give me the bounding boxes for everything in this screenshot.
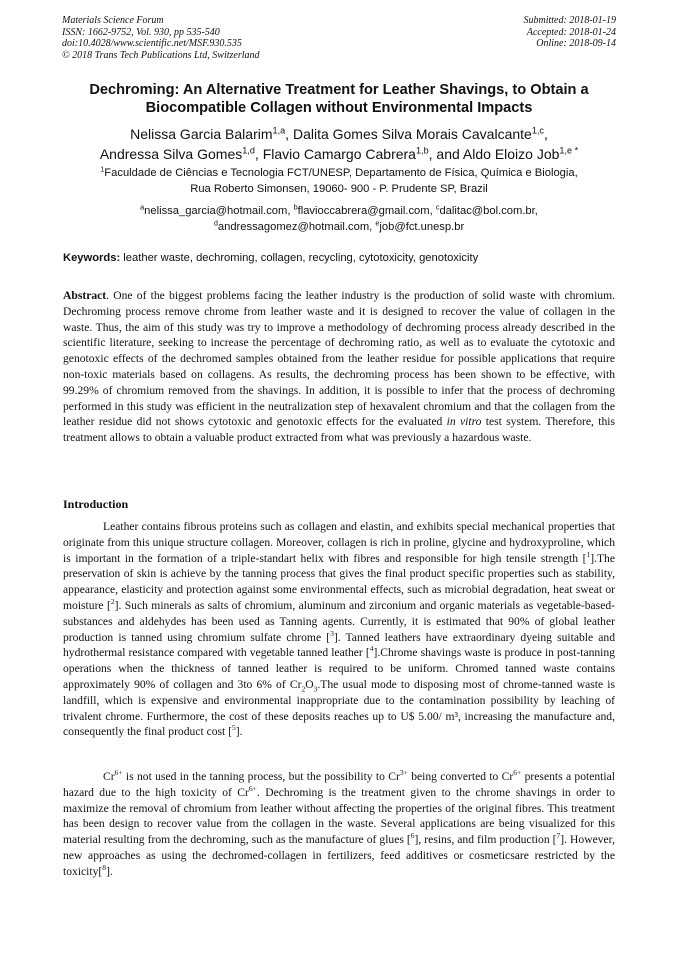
copyright-line: © 2018 Trans Tech Publications Ltd, Switzerland [62,49,260,61]
abstract-italic: in vitro [446,415,482,429]
para-text: O [305,677,314,691]
para-text: ]. Such minerals as salts of chromium, aluminum and zirconium and organic materials as vegetable-based-substances and aldehydes has been used as Tanning agents. Currently, it is estimated that 90% of global leather production is tanned using chromium sulfate chrome [ [63,598,615,644]
author-sep: , [543,126,548,142]
author-name: Nelissa Garcia Balarim [130,126,273,142]
abstract-text: . One of the biggest problems facing the leather industry is the production of solid waste with chromium. Dechroming process remove chrome from leather waste and it is designed to recover the value of collagen in the waste. Thus, the aim of this study was try to improve a methodology of dechroming process already described in the scientific literature, seeking to increase the percentage of dechroming ratio, as well as to evaluate the cytotoxic and genotoxic effects of the dechromed samples obtained from the leather residue for possible applications that require non-toxic materials based on collagens. As results, the dechroming process has been shown to be effective, with 99.29% of chromium removed from the shavings. In addition, it is possible to infer that the process of dechroming performed in this study was efficient in the neutralization step of hexavalent chromium and that the collagen from the leather residue did not shows cytotoxic and genotoxic effects for the evaluated [63,289,615,429]
submitted-date: Submitted: 2018-01-19 [523,15,616,26]
affiliation [40,165,638,197]
author-name: Flavio Camargo Cabrera [262,146,416,162]
para-text: being converted to Cr [407,770,514,783]
author-affil-sup: 1,e * [559,145,579,156]
email-sep: , [429,205,436,217]
subscript: 3 [313,684,318,694]
journal-header [62,15,260,61]
keywords-label: Keywords: [63,252,121,264]
affiliation-text: Faculdade de Ciências e Tecnologia FCT/UNESP, Departamento de Física, Química e Biologia, [104,167,578,179]
citation-ref[interactable]: 3 [330,628,334,638]
para-text: Leather contains fibrous proteins such as collagen and elastin, and exhibits special mechanical properties that originate from this unique structure collagen. Moreover, collagen is rich in proline, glycine and hydroxyproline, which is important in the formation of a triple-standart helix with fibres and responsible for high tensile strength [ [63,520,615,565]
intro-paragraph-2 [63,769,615,880]
doi-line[interactable]: doi:10.4028/www.scientific.net/MSF.930.535 [62,38,242,49]
email-link[interactable]: flavioccabrera@gmail.com [297,205,430,217]
author-list [40,124,638,164]
para-text: ]. [106,864,113,878]
title-line-1: Dechroming: An Alternative Treatment for Leather Shavings, to Obtain a [89,82,589,98]
para-text: ], resins, and film production [ [414,833,557,847]
email-link[interactable]: nelissa_garcia@hotmail.com [144,205,288,217]
affiliation-line-2: Rua Roberto Simonsen, 19060- 900 - P. Prudente SP, Brazil [190,183,488,195]
email-sep: , [369,221,376,233]
para-text: is not used in the tanning process, but the possibility to Cr [122,770,400,783]
dates-header [524,15,617,50]
citation-ref[interactable]: 7 [556,831,561,841]
author-sep: , [254,146,263,162]
email-sup: a [140,202,145,212]
author-line-2 [40,144,638,164]
accepted-date: Accepted: 2018-01-24 [526,26,616,38]
abstract-text-end: test system. Therefore, this treatment allows to obtain a valuable product extracted from what was previously a hazardous waste. [63,415,616,445]
para-text: ]. Tanned leathers have extraordinary dyeing suitable and hydrothermal resistance compared with vegetable tanned leather [ [63,630,616,660]
journal-name: Materials Science Forum [62,15,164,26]
author-name: Dalita Gomes Silva Morais Cavalcante [292,126,532,142]
para-text: .The usual mode to disposing most of chrome-tanned waste is landfill, which is expensive and environmental inappropriate due to the contamination possibility by leaching of trivalent chrome. Furthermore, the cost of these deposits reaches up to U$ 5.00/ m³, increasing the manufacture and, consequently the final product cost [ [63,677,615,739]
email-link[interactable]: job@fct.unesp.br [379,221,465,233]
affiliation-line-1 [40,165,638,181]
email-line-2 [40,219,638,235]
email-link[interactable]: andressagomez@hotmail.com [217,221,370,233]
email-list [40,203,638,235]
citation-ref[interactable]: 4 [369,644,374,654]
email-sep: , [534,205,538,217]
email-line-1 [40,203,638,219]
para-text: ].The preservation of skin is achieve by the tanning process that gives the final product specific properties such as stability, appearance, elasticity and protection against some environmental effects, such as microbial degradation, heat sweat or moisture [ [63,551,615,612]
citation-ref[interactable]: 5 [232,723,236,733]
title-line-2: Biocompatible Collagen without Environmental Impacts [145,100,533,116]
citation-ref[interactable]: 6 [410,831,415,841]
citation-ref[interactable]: 2 [110,597,115,607]
affiliation-sup: 1 [100,164,105,174]
author-sep: , and [428,146,463,162]
para-text: . Dechroming is the treatment given to the chrome shavings in order to maximize the removal of chromium from leather without affecting the properties of the original fibres. This treatment has been design to recover value from the collagen in the waste. Several applications are being visualized for this material resulting from the dechroming, such as the manufacture of glues [ [63,785,615,847]
email-sep: , [287,205,294,217]
online-date: Online: 2018-09-14 [536,38,616,49]
introduction-heading: Introduction [63,497,129,511]
subscript: 2 [301,684,306,694]
para-text: ].Chrome shavings waste is produce in post-tanning operations when the thickness of tanned leather is required to be uniform. Chromed tanned waste contains approximately 90% of collagen and 3to 6% of Cr [63,646,616,691]
email-sup: d [213,218,218,228]
paper-title [40,81,638,117]
author-affil-sup: 1,a [272,125,286,136]
keywords [63,251,618,266]
email-sup: c [435,202,440,212]
author-name: Aldo Eloizo Job [462,146,560,162]
issn-line: ISSN: 1662-9752, Vol. 930, pp 535-540 [62,26,220,38]
author-sep: , [285,126,293,142]
author-affil-sup: 1,c [531,125,544,136]
citation-ref[interactable]: 1 [586,549,591,559]
email-link[interactable]: dalitac@bol.com.br [439,205,535,217]
superscript: 3+ [399,768,408,778]
abstract [63,288,615,446]
email-sup: b [293,202,298,212]
intro-paragraph-1 [63,519,615,740]
citation-ref[interactable]: 8 [102,862,107,872]
para-text: presents a potential hazard due to the high toxicity of Cr [63,770,615,799]
para-text: ]. However, new approaches as using the dechromed-collagen in fertilizers, feed additives or cosmeticsare restricted by the toxicity[ [63,833,615,878]
author-affil-sup: 1,b [415,145,429,156]
author-name: Andressa Silva Gomes [99,146,243,162]
abstract-label: Abstract [63,289,107,302]
author-line-1 [40,124,638,144]
superscript: 6+ [513,768,522,778]
superscript: 6+ [248,783,257,793]
email-sup: e [375,218,380,228]
para-text: ]. [235,725,243,739]
keywords-text: leather waste, dechroming, collagen, recycling, cytotoxicity, genotoxicity [120,252,479,264]
para-text: Cr [103,770,115,783]
author-affil-sup: 1,d [242,145,255,156]
superscript: 6+ [114,768,123,778]
